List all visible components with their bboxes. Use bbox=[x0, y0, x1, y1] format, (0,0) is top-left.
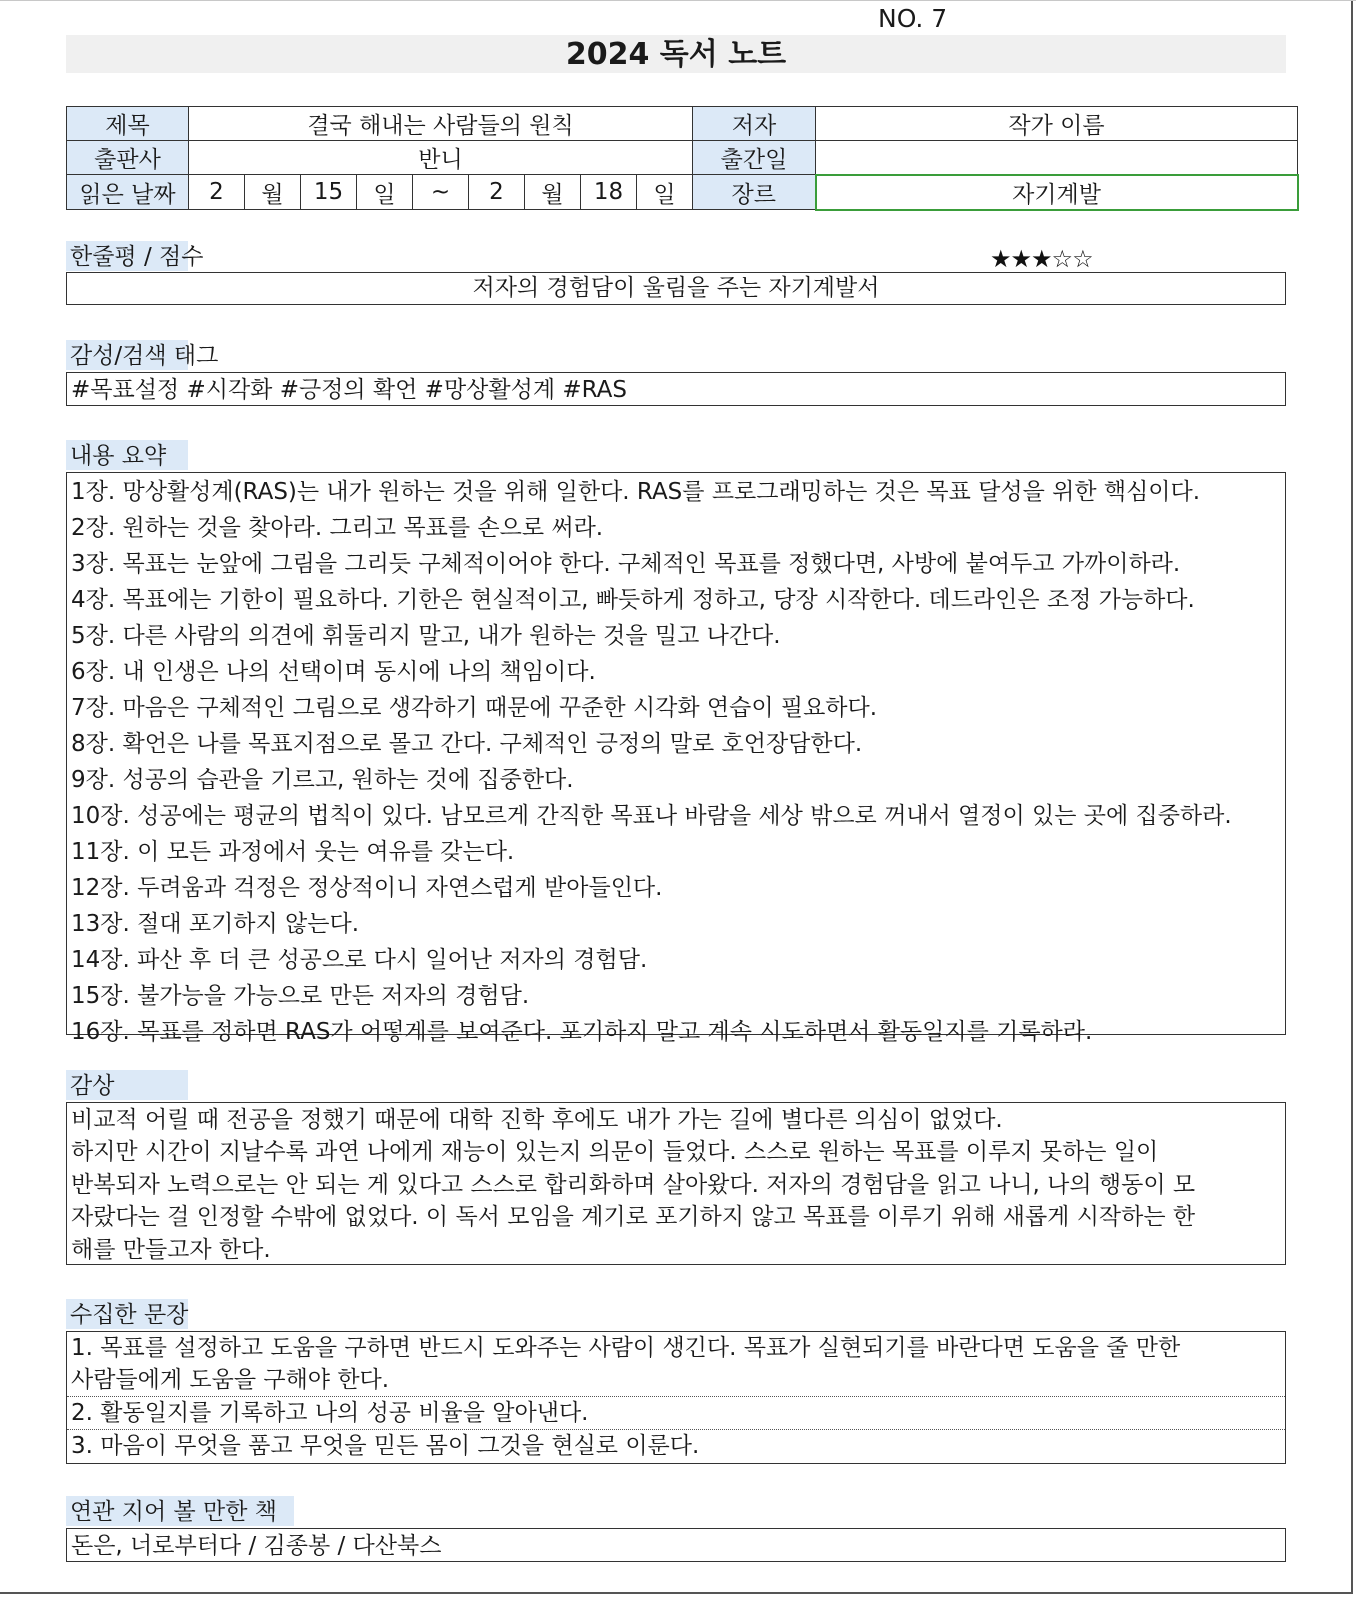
summary-item: 10장. 성공에는 평균의 법칙이 있다. 남모르게 간직한 목표나 바람을 세상 밖으로 꺼내서 열정이 있는 곳에 집중하라. bbox=[71, 803, 1232, 829]
day-unit-cell[interactable]: 일 bbox=[637, 175, 693, 210]
related-book-text: 돈은, 너로부터다 / 김종봉 / 다산북스 bbox=[71, 1533, 442, 1559]
review-line: 해를 만들고자 한다. bbox=[71, 1236, 271, 1263]
read-date-label-cell[interactable]: 읽은 날짜 bbox=[67, 175, 189, 210]
read-start-day-cell[interactable]: 15 bbox=[301, 175, 357, 210]
oneline-review-cell[interactable]: 저자의 경험담이 울림을 주는 자기계발서 bbox=[66, 272, 1286, 305]
summary-item: 12장. 두려움과 걱정은 정상적이니 자연스럽게 받아들인다. bbox=[71, 875, 663, 901]
title-label-cell[interactable]: 제목 bbox=[67, 107, 189, 141]
summary-item: 5장. 다른 사람의 의견에 휘둘리지 말고, 내가 원하는 것을 밀고 나간다. bbox=[71, 623, 781, 649]
read-end-month-cell[interactable]: 2 bbox=[469, 175, 525, 210]
summary-item: 3장. 목표는 눈앞에 그림을 그리듯 구체적이어야 한다. 구체적인 목표를 정했다면, 사방에 붙여두고 가까이하라. bbox=[71, 551, 1181, 577]
review-text bbox=[67, 1103, 1285, 1265]
review-cell[interactable] bbox=[66, 1102, 1286, 1265]
summary-item: 6장. 내 인생은 나의 선택이며 동시에 나의 책임이다. bbox=[71, 659, 596, 685]
tilde-cell[interactable]: ~ bbox=[413, 175, 469, 210]
summary-item: 4장. 목표에는 기한이 필요하다. 기한은 현실적이고, 빠듯하게 정하고, 당장 시작한다. 데드라인은 조정 가능하다. bbox=[71, 587, 1195, 613]
quote-line: 3. 마음이 무엇을 품고 무엇을 믿든 몸이 그것을 현실로 이룬다. bbox=[71, 1433, 700, 1459]
info-row-title bbox=[67, 107, 1298, 141]
read-start-month-cell[interactable]: 2 bbox=[189, 175, 245, 210]
day-unit-cell[interactable]: 일 bbox=[357, 175, 413, 210]
page-title: 2024 독서 노트 bbox=[66, 35, 1286, 73]
tags-cell[interactable] bbox=[66, 372, 1286, 406]
note-number: NO. 7 bbox=[878, 4, 948, 33]
related-section-label: 연관 지어 볼 만한 책 bbox=[66, 1496, 294, 1526]
genre-value-cell[interactable]: 자기계발 bbox=[816, 175, 1298, 210]
summary-item: 9장. 성공의 습관을 기르고, 원하는 것에 집중한다. bbox=[71, 767, 574, 793]
summary-item: 1장. 망상활성계(RAS)는 내가 원하는 것을 위해 일한다. RAS를 프로그래밍하는 것은 목표 달성을 위한 핵심이다. bbox=[71, 479, 1201, 505]
author-value-cell[interactable]: 작가 이름 bbox=[816, 107, 1298, 141]
review-line: 하지만 시간이 지날수록 과연 나에게 재능이 있는지 의문이 들었다. 스스로 원하는 목표를 이루지 못하는 일이 bbox=[71, 1139, 1159, 1166]
quote-line: 사람들에게 도움을 구해야 한다. bbox=[71, 1367, 390, 1393]
summary-section-label: 내용 요약 bbox=[66, 440, 188, 470]
quotes-list bbox=[67, 1332, 1285, 1462]
quote-item[interactable] bbox=[67, 1430, 1285, 1462]
summary-item: 16장. 목표를 정하면 RAS가 어떻게를 보여준다. 포기하지 말고 계속 시도하면서 활동일지를 기록하라. bbox=[71, 1019, 1093, 1045]
review-line: 비교적 어릴 때 전공을 정했기 때문에 대학 진학 후에도 내가 가는 길에 별다른 의심이 없었다. bbox=[71, 1107, 1003, 1133]
quote-line: 2. 활동일지를 기록하고 나의 성공 비율을 알아낸다. bbox=[71, 1400, 589, 1426]
info-row-publisher bbox=[67, 141, 1298, 175]
summary-item: 7장. 마음은 구체적인 그림으로 생각하기 때문에 꾸준한 시각화 연습이 필요하다. bbox=[71, 695, 878, 721]
summary-item: 11장. 이 모든 과정에서 웃는 여유를 갖는다. bbox=[71, 839, 515, 865]
author-label-cell[interactable]: 저자 bbox=[693, 107, 816, 141]
genre-label-cell[interactable]: 장르 bbox=[693, 175, 816, 210]
rating-stars[interactable]: ★★★☆☆ bbox=[990, 245, 1093, 273]
review-line: 반복되자 노력으로는 안 되는 게 있다고 스스로 합리화하며 살아왔다. 저자의 경험담을 읽고 나니, 나의 행동이 모 bbox=[71, 1171, 1196, 1198]
summary-item: 14장. 파산 후 더 큰 성공으로 다시 일어난 저자의 경험담. bbox=[71, 947, 648, 973]
book-info-table bbox=[66, 106, 1299, 211]
month-unit-cell[interactable]: 월 bbox=[525, 175, 581, 210]
read-end-day-cell[interactable]: 18 bbox=[581, 175, 637, 210]
summary-cell[interactable] bbox=[66, 472, 1286, 1045]
title-value-cell[interactable]: 결국 해내는 사람들의 원칙 bbox=[189, 107, 693, 141]
quote-line: 1. 목표를 설정하고 도움을 구하면 반드시 도와주는 사람이 생긴다. 목표가 실현되기를 바란다면 도움을 줄 만한 bbox=[71, 1335, 1181, 1361]
summary-item: 2장. 원하는 것을 찾아라. 그리고 목표를 손으로 써라. bbox=[71, 515, 604, 541]
summary-item: 13장. 절대 포기하지 않는다. bbox=[71, 911, 360, 937]
quote-item[interactable] bbox=[67, 1332, 1285, 1397]
review-section-label: 감상 bbox=[66, 1070, 188, 1100]
summary-list bbox=[67, 473, 1285, 1049]
tags-text: #목표설정 #시각화 #긍정의 확언 #망상활성계 #RAS bbox=[71, 377, 628, 403]
quote-item[interactable] bbox=[67, 1397, 1285, 1430]
oneline-section-label: 한줄평 / 점수 bbox=[66, 241, 188, 271]
summary-item: 15장. 불가능을 가능으로 만든 저자의 경험담. bbox=[71, 983, 530, 1009]
pubdate-value-cell[interactable] bbox=[816, 141, 1298, 175]
review-line: 자랐다는 걸 인정할 수밖에 없었다. 이 독서 모임을 계기로 포기하지 않고 목표를 이루기 위해 새롭게 시작하는 한 bbox=[71, 1204, 1196, 1231]
publisher-value-cell[interactable]: 반니 bbox=[189, 141, 693, 175]
quotes-section-label: 수집한 문장 bbox=[66, 1299, 188, 1329]
month-unit-cell[interactable]: 월 bbox=[245, 175, 301, 210]
quotes-cell bbox=[66, 1331, 1286, 1464]
pubdate-label-cell[interactable]: 출간일 bbox=[693, 141, 816, 175]
related-book-cell[interactable] bbox=[66, 1528, 1286, 1562]
publisher-label-cell[interactable]: 출판사 bbox=[67, 141, 189, 175]
tags-section-label: 감성/검색 태그 bbox=[66, 340, 188, 370]
info-row-read-date bbox=[67, 175, 1298, 210]
sheet-gridline bbox=[0, 0, 1356, 1]
summary-item: 8장. 확언은 나를 목표지점으로 몰고 간다. 구체적인 긍정의 말로 호언장담한다. bbox=[71, 731, 863, 757]
